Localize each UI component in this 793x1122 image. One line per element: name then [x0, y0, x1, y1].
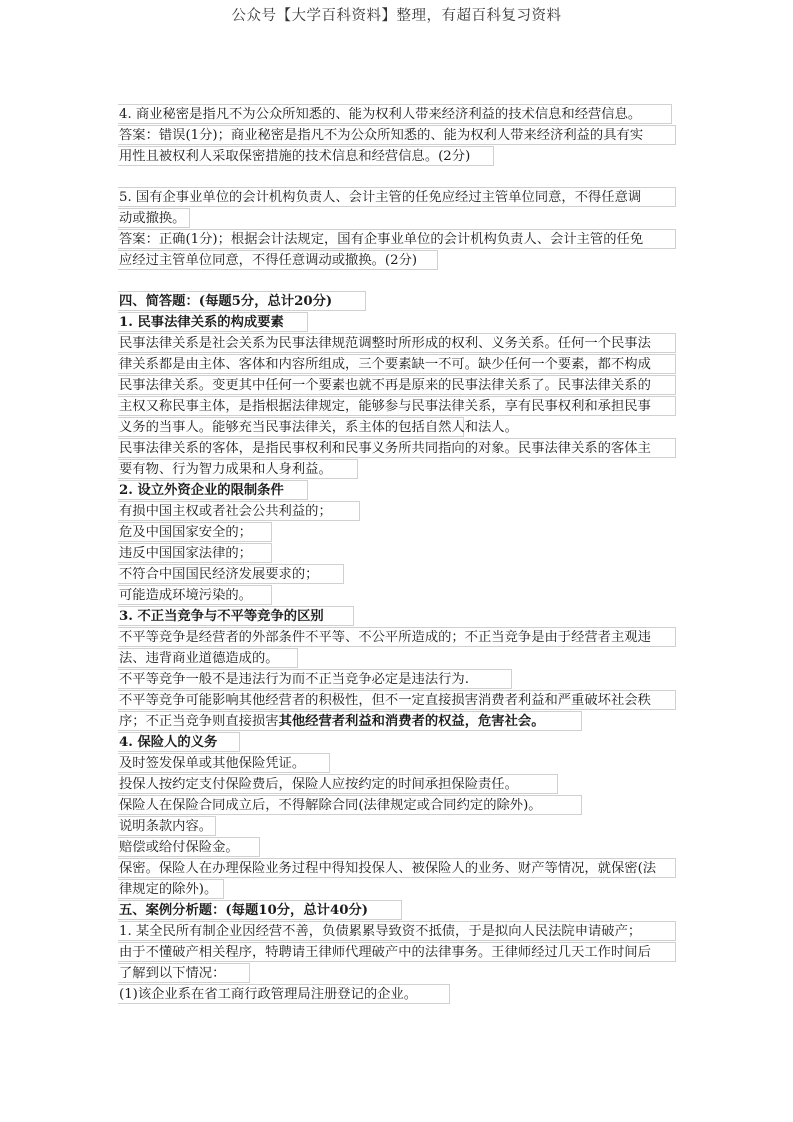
- s4-q2-line: 可能造成环境污染的。: [118, 585, 272, 605]
- section-4-title: 四、简答题：(每题5分，总计20分): [118, 291, 366, 311]
- s4-q3-last-line: [118, 711, 582, 731]
- s4-q4-line: 赔偿或给付保险金。: [118, 837, 260, 857]
- s4-q2-line: 危及中国国家安全的；: [118, 522, 272, 542]
- s5-q1-line: 了解到以下情况：: [118, 963, 250, 983]
- s4-q1-line: 要有物、行为智力成果和人身利益。: [118, 459, 358, 479]
- s4-q1-line: 民事法律关系的客体，是指民事权利和民事义务所共同指向的对象。民事法律关系的客体主: [118, 438, 676, 458]
- s4-q2-line: 不符合中国国民经济发展要求的；: [118, 564, 344, 584]
- s4-q4-line: 律规定的除外)。: [118, 879, 224, 899]
- s4-q4-line: 说明条款内容。: [118, 816, 216, 836]
- s4-q1-line: 义务的当事人。能够充当民事法律关，系主体的包括自然人和法人。: [118, 417, 464, 437]
- section-5-title: 五、案例分析题：(每题10分，总计40分): [118, 900, 402, 920]
- s4-q2-title: 2. 设立外资企业的限制条件: [118, 480, 308, 500]
- s4-q4-line: 保险人在保险合同成立后，不得解除合同(法律规定或合同约定的除外)。: [118, 795, 582, 815]
- s4-q3-line: 不平等竞争是经营者的外部条件不平等、不公平所造成的；不正当竞争是由于经营者主观违: [118, 627, 676, 647]
- s4-q1-title: 1. 民事法律关系的构成要素: [118, 312, 308, 332]
- s4-q3-line: 不平等竞争可能影响其他经营者的积极性，但不一定直接损害消费者利益和严重破坏社会秩: [118, 690, 676, 710]
- q4-answer-line-1: 答案：错误(1分)；商业秘密是指凡不为公众所知悉的、能为权利人带来经济利益的具有实: [118, 125, 676, 145]
- s4-q1-line: 主权又称民事主体，是指根据法律规定，能够参与民事法律关系，享有民事权利和承担民事: [118, 396, 676, 416]
- s4-q1-line: 民事法律关系。变更其中任何一个要素也就不再是原来的民事法律关系了。民事法律关系的: [118, 375, 676, 395]
- s4-q2-line: 违反中国国家法律的；: [118, 543, 272, 563]
- q5-answer-line-1: 答案：正确(1分)；根据会计法规定，国有企事业单位的会计机构负责人、会计主管的任免: [118, 229, 676, 249]
- s4-q1-line: 律关系都是由主体、客体和内容所组成，三个要素缺一不可。缺少任何一个要素，都不构成: [118, 354, 676, 374]
- s4-q4-title: 4. 保险人的义务: [118, 732, 240, 752]
- s4-q1-line: 民事法律关系是社会关系为民事法律规范调整时所形成的权利、义务关系。任何一个民事法: [118, 333, 676, 353]
- s4-q3-last-bold: 其他经营者利益和消费者的权益，危害社会。: [278, 714, 545, 729]
- s4-q4-line: 保密。保险人在办理保险业务过程中得知投保人、被保险人的业务、财产等情况，就保密(法: [118, 858, 676, 878]
- s4-q3-line: 法、违背商业道德造成的。: [118, 648, 298, 668]
- q5-question-line-1: 5. 国有企事业单位的会计机构负责人、会计主管的任免应经过主管单位同意，不得任意调: [118, 187, 676, 207]
- s4-q3-title: 3. 不正当竞争与不平等竞争的区别: [118, 606, 354, 626]
- q5-answer-line-2: 应经过主管单位同意，不得任意调动或撤换。(2分): [118, 250, 438, 270]
- s5-q1-line: 1. 某全民所有制企业因经营不善，负债累累导致资不抵债，于是拟向人民法院申请破产；: [118, 921, 676, 941]
- s4-q4-line: 投保人按约定支付保险费后，保险人应按约定的时间承担保险责任。: [118, 774, 558, 794]
- s4-q2-line: 有损中国主权或者社会公共利益的；: [118, 501, 360, 521]
- s4-q4-line: 及时签发保单或其他保险凭证。: [118, 753, 330, 773]
- s4-q3-line: 不平等竞争一般不是违法行为而不正当竞争必定是违法行为.: [118, 669, 512, 689]
- q4-question: 4. 商业秘密是指凡不为公众所知悉的、能为权利人带来经济利益的技术信息和经营信息。: [118, 104, 672, 124]
- s5-q1-line: 由于不懂破产相关程序，特聘请王律师代理破产中的法律事务。王律师经过几天工作时间后: [118, 942, 676, 962]
- s5-q1-line: (1)该企业系在省工商行政管理局注册登记的企业。: [118, 984, 450, 1004]
- q4-answer-line-2: 用性且被权利人采取保密措施的技术信息和经营信息。(2分): [118, 146, 494, 166]
- s4-q3-last-normal: 序；不正当竞争则直接损害: [119, 714, 279, 729]
- q5-question-line-2: 动或撤换。: [118, 208, 190, 228]
- page-header: 公众号【大学百科资料】整理，有超百科复习资料: [231, 8, 562, 24]
